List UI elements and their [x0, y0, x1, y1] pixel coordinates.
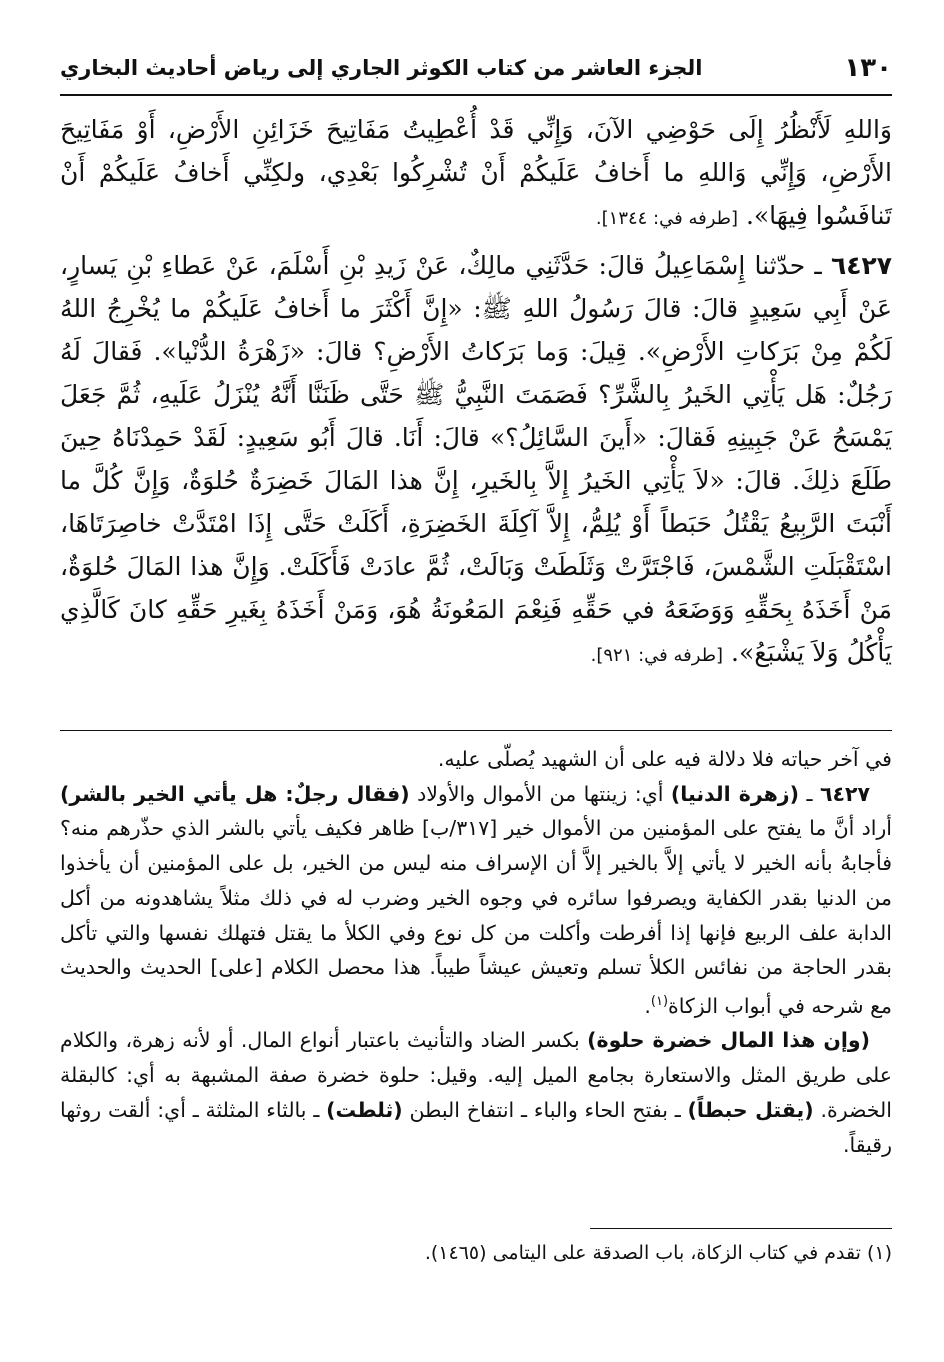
commentary-term-habatan: (يقتل حبطاً) [687, 1097, 814, 1122]
footnote-text: تقدم في كتاب الزكاة، باب الصدقة على اليتامى (١٤٦٥). [424, 1242, 861, 1264]
hadith-6427-ref: [طرفه في: ٩٢١]. [590, 645, 724, 666]
commentary-term-zahrat: (زهرة الدنيا) [670, 781, 799, 806]
hadith-text-block [60, 108, 892, 677]
commentary-block [60, 742, 892, 1162]
hadith-previous-ref: [طرفه في: ١٣٤٤]. [595, 208, 738, 229]
hadith-6427 [60, 244, 892, 677]
commentary-hadith-number: ٦٤٢٧ [819, 781, 870, 806]
commentary-paragraph-1 [60, 742, 892, 777]
running-title: الجزء العاشر من كتاب الكوثر الجاري إلى رياض أحاديث البخاري [60, 56, 703, 80]
footnote-mark: (١) [866, 1242, 892, 1264]
commentary-p3-text1: بكسر الضاد والتأنيث باعتبار أنواع المال. أو لأنه زهرة، والكلام على طريق المثل والاستعارة بجامع الميل إليه. وقيل: حلوة خضرة صفة المشبهة به أي: كالبقلة الخضرة. [60, 1028, 892, 1122]
commentary-dash: ـ [806, 781, 813, 806]
commentary-p3-text3: ـ بالثاء المثلثة ـ أي: ألقت روثها رقيقاً. [60, 1097, 892, 1157]
commentary-term-khadira: (وإن هذا المال خضرة حلوة) [587, 1028, 870, 1053]
commentary-term-thalatat: (ثلطت) [326, 1097, 403, 1122]
header-rule [60, 94, 892, 96]
commentary-p2-text1: أي: زينتها من الأموال والأولاد [417, 781, 664, 806]
page-number: ١٣٠ [844, 53, 892, 83]
commentary-paragraph-2 [60, 777, 892, 1024]
commentary-paragraph-3 [60, 1023, 892, 1162]
commentary-p1-text: في آخر حياته فلا دلالة فيه على أن الشهيد يُصلّى عليه. [437, 747, 892, 771]
footnote-rule [590, 1228, 892, 1229]
commentary-p3-text2: ـ بفتح الحاء والباء ـ انتفاخ البطن [409, 1097, 681, 1122]
commentary-separator [60, 730, 892, 731]
hadith-previous-ending [60, 108, 892, 240]
footnote [60, 1238, 892, 1268]
commentary-period: . [644, 993, 651, 1018]
page-header [60, 48, 892, 88]
hadith-previous-text: وَاللهِ لَأَنْظُرُ إِلَى حَوْضِي الآنَ، وَإِنِّي قَدْ أُعْطِيتُ مَفَاتِيحَ خَزَائِنِ الأَرْضِ، أَوْ مَفَاتِيحَ الأَرْضِ، وَإِنِّي وَاللهِ ما أَخافُ عَلَيكُمْ أَنْ تُشْرِكُوا بَعْدِي، ولكِنِّي أَخافُ عَلَيكُمْ أَنْ تَنافَسُوا فِيهَا». [60, 115, 892, 230]
commentary-p2-text2: أراد أنَّ ما يفتح على المؤمنين من الأموال خير [٣١٧/ب] ظاهر فكيف يأتي بالشر الذي حذّرهم منه؟ فأجابهُ بأنه الخير لا يأتي إلاَّ بالخير إلاَّ أن الإسراف منه ليس من الخير، بل على المؤمنين أن يأخذوا من الدنيا بقدر الكفاية ويصرفوا سائره في وجوه الخير وضرب له في ذلك مثلاً يشاهدونه من أكل الدابة علف الربيع فإنها إذا أفرطت وأكلت من كل نوع وفي الكلأ ما يقتل فتهلك نفسها والتي تأكل بقدر الحاجة من نفائس الكلأ تسلم وتعيش عيشاً طيباً. هذا محصل الكلام [على] الحديث والحديث مع شرحه في أبواب الزكاة [60, 816, 892, 1018]
hadith-6427-text: ـ حدّثنا إِسْمَاعِيلُ قالَ: حَدَّثَنِي مالِكٌ، عَنْ زَيدِ بْنِ أَسْلَمَ، عَنْ عَطاءِ بْنِ يَسارٍ، عَنْ أَبِي سَعِيدٍ قالَ: قالَ رَسُولُ اللهِ ﷺ: «إِنَّ أَكْثَرَ ما أَخافُ عَلَيكُمْ ما يُخْرِجُ اللهُ لَكُمْ مِنْ بَرَكاتِ الأَرْضِ». قِيلَ: وَما بَرَكاتُ الأَرْضِ؟ قالَ: «زَهْرَةُ الدُّنْيا». فَقالَ لَهُ رَجُلٌ: هَل يَأْتِي الخَيرُ بِالشَّرِّ؟ فَصَمَتَ النَّبِيُّ ﷺ حَتَّى ظَنَنَّا أَنَّهُ يُنْزَلُ عَلَيهِ، ثُمَّ جَعَلَ يَمْسَحُ عَنْ جَبِينِهِ فَقالَ: «أَينَ السَّائِلُ؟» قالَ: أَنَا. قالَ أَبُو سَعِيدٍ: لَقَدْ حَمِدْنَاهُ حِينَ طَلَعَ ذلِكَ. قالَ: «لاَ يَأْتِي الخَيرُ إِلاَّ بِالخَيرِ، إِنَّ هذا المَالَ خَضِرَةٌ حُلوَةٌ، وَإِنَّ كُلَّ ما أَنْبَتَ الرَّبِيعُ يَقْتُلُ حَبَطاً أَوْ يُلِمُّ، إِلاَّ آكِلَةَ الخَضِرَةِ، أَكَلَتْ حَتَّى إِذَا امْتَدَّتْ خاصِرَتَاهَا، اسْتَقْبَلَتِ الشَّمْسَ، فَاجْتَرَّتْ وَثَلَطَتْ وَبَالَتْ، ثُمَّ عادَتْ فَأَكَلَتْ. وَإِنَّ هذا المَالَ حُلوَةٌ، مَنْ أَخَذَهُ بِحَقِّهِ وَوَضَعَهُ في حَقِّهِ فَنِعْمَ المَعُونَةُ هُوَ، وَمَنْ أَخَذَهُ بِغَيرِ حَقِّهِ كانَ كَالَّذِي يَأْكُلُ وَلاَ يَشْبَعُ». [60, 251, 892, 667]
commentary-term-faqal-rajul: (فقال رجلٌ: هل يأتي الخير بالشر) [60, 781, 410, 806]
footnote-reference[interactable]: (١) [650, 993, 669, 1009]
hadith-number: ٦٤٢٧ [830, 251, 892, 280]
